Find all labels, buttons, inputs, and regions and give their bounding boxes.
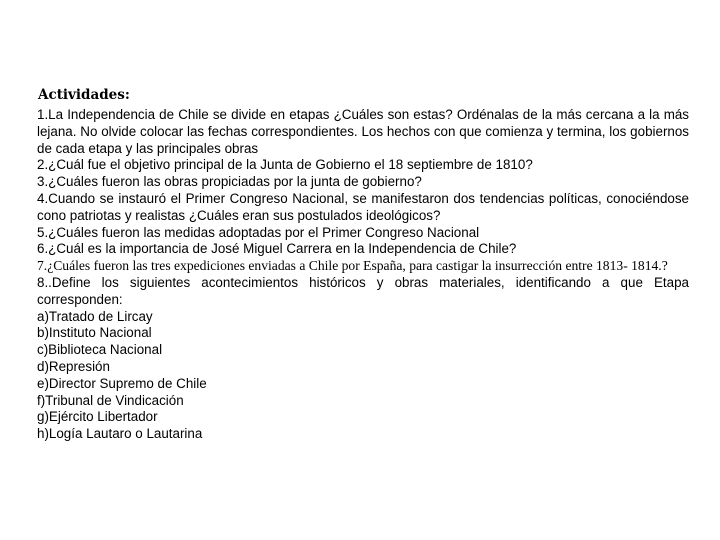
question-7: 7.¿Cuáles fueron las tres expediciones enviadas a Chile por España, para castigar la insurrección entre 1813- 1814.? (37, 258, 668, 274)
question-3: 3.¿Cuáles fueron las obras propiciadas por la junta de gobierno? (37, 174, 422, 190)
question-4: 4.Cuando se instauró el Primer Congreso Nacional, se manifestaron dos tendencias políticas, conociéndose cono patriotas y realistas ¿Cuáles eran sus postulados ideológicos? (37, 190, 689, 223)
option-f: f)Tribunal de Vindicación (37, 392, 184, 408)
activities-heading: Actividades: (38, 87, 130, 103)
option-b: b)Instituto Nacional (37, 325, 152, 341)
option-g: g)Ejército Libertador (37, 409, 158, 425)
question-5: 5.¿Cuáles fueron las medidas adoptadas por el Primer Congreso Nacional (37, 224, 480, 240)
question-6: 6.¿Cuál es la importancia de José Miguel Carrera en la Independencia de Chile? (37, 241, 517, 257)
option-h: h)Logía Lautaro o Lautarina (37, 426, 203, 442)
option-e: e)Director Supremo de Chile (37, 375, 207, 391)
option-d: d)Represión (37, 358, 110, 374)
question-8: 8..Define los siguientes acontecimientos históricos y obras materiales, identificando a que Etapa corresponden: (37, 274, 689, 307)
question-1: 1.La Independencia de Chile se divide en etapas ¿Cuáles son estas? Ordénalas de la más cercana a la más lejana. No olvide colocar las fechas correspondientes. Los hechos con que comienza y termina, los gobiernos de cada etapa y las principales obras (37, 107, 689, 156)
option-a: a)Tratado de Lircay (37, 308, 153, 324)
question-2: 2.¿Cuál fue el objetivo principal de la Junta de Gobierno el 18 septiembre de 1810? (37, 157, 533, 173)
activities-body (37, 107, 689, 443)
option-c: c)Biblioteca Nacional (37, 342, 163, 358)
